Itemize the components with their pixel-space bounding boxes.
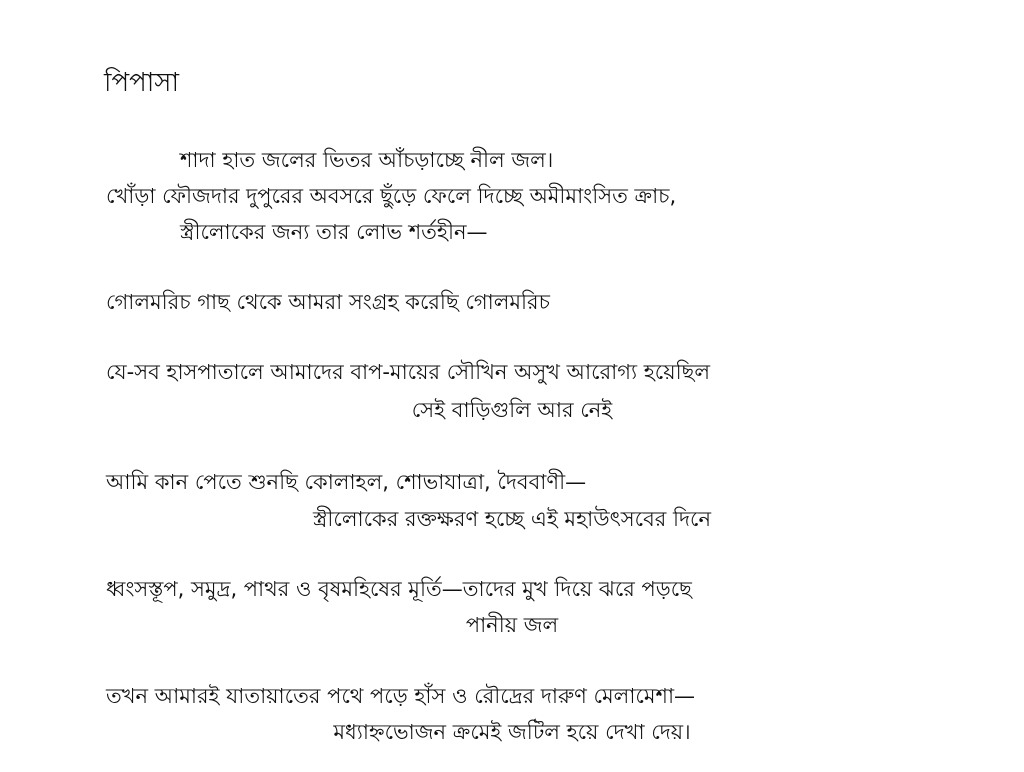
poem-title: পিপাসা (104, 68, 179, 98)
poem-line: ধ্বংসস্তূপ, সমুদ্র, পাথর ও বৃষমহিষের মূর্তি—তাদের মুখ দিয়ে ঝরে পড়ছে (106, 577, 692, 601)
poem-line: যে-সব হাসপাতালে আমাদের বাপ-মায়ের সৌখিন অসুখ আরোগ্য হয়েছিল (106, 360, 710, 384)
poem-line: সেই বাড়িগুলি আর নেই (411, 398, 613, 422)
poem-line: মধ্যাহ্নভোজন ক্রমেই জটিল হয়ে দেখা দেয়। (333, 720, 691, 744)
poem-line: খোঁড়া ফৌজদার দুপুরের অবসরে ছুঁড়ে ফেলে দিচ্ছে অমীমাংসিত ক্রাচ, (106, 184, 677, 208)
poem-line: স্ত্রীলোকের জন্য তার লোভ শর্তহীন— (180, 220, 488, 244)
poem-line: আমি কান পেতে শুনছি কোলাহল, শোভাযাত্রা, দৈববাণী— (106, 470, 587, 494)
poem-line: শাদা হাত জলের ভিতর আঁচড়াচ্ছে নীল জল। (180, 148, 554, 172)
poem-line: স্ত্রীলোকের রক্তক্ষরণ হচ্ছে এই মহাউৎসবের দিনে (312, 507, 712, 531)
poem-line: পানীয় জল (465, 613, 559, 637)
poem-line: তখন আমারই যাতায়াতের পথে পড়ে হাঁস ও রৌদ্রের দারুণ মেলামেশা— (106, 684, 696, 708)
poem-line: গোলমরিচ গাছ থেকে আমরা সংগ্রহ করেছি গোলমরিচ (106, 290, 550, 314)
